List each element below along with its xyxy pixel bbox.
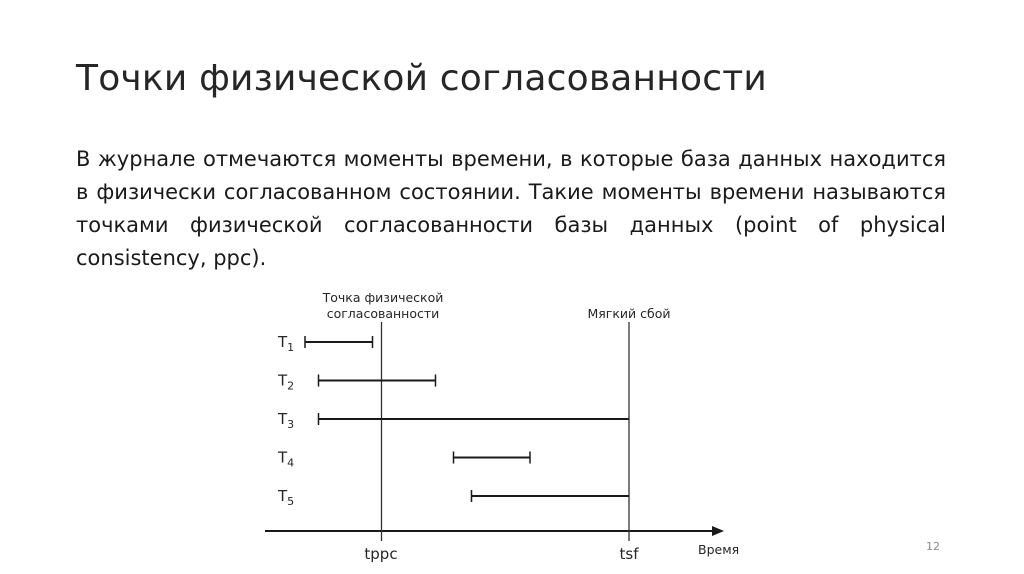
transaction-row (277, 410, 629, 431)
transaction-label: $T_3$ (278, 410, 295, 431)
transaction-label: $T_1$ (278, 333, 295, 354)
slide-body-text: В журнале отмечаются моменты времени, в которые база данных находится в физически согласованном состоянии. Такие моменты времени называются точками физической согласованности базы данных (point of physical consistency, ppc). (76, 147, 946, 270)
transaction-label: $T_5$ (278, 487, 295, 508)
time-axis-arrow (712, 526, 724, 536)
transaction-label: $T_4$ (278, 448, 295, 470)
transaction-row (277, 449, 530, 470)
tick-ppc-label: tppc (364, 545, 398, 563)
soft-failure-label: Мягкий сбой (587, 306, 671, 321)
page-number: 12 (926, 540, 940, 553)
axis-label: Время (698, 542, 740, 557)
transaction-row (277, 333, 373, 354)
ppc-label-line1: Точка физической (322, 290, 444, 305)
tick-sf-label: tsf (619, 545, 639, 563)
transaction-label: $T_2$ (278, 371, 295, 393)
transaction-row (277, 372, 436, 393)
transaction-row (277, 487, 629, 508)
transactions-group (277, 333, 629, 508)
ppc-label-line2: согласованности (326, 306, 440, 321)
slide-title: Точки физической согласованности (76, 58, 767, 99)
